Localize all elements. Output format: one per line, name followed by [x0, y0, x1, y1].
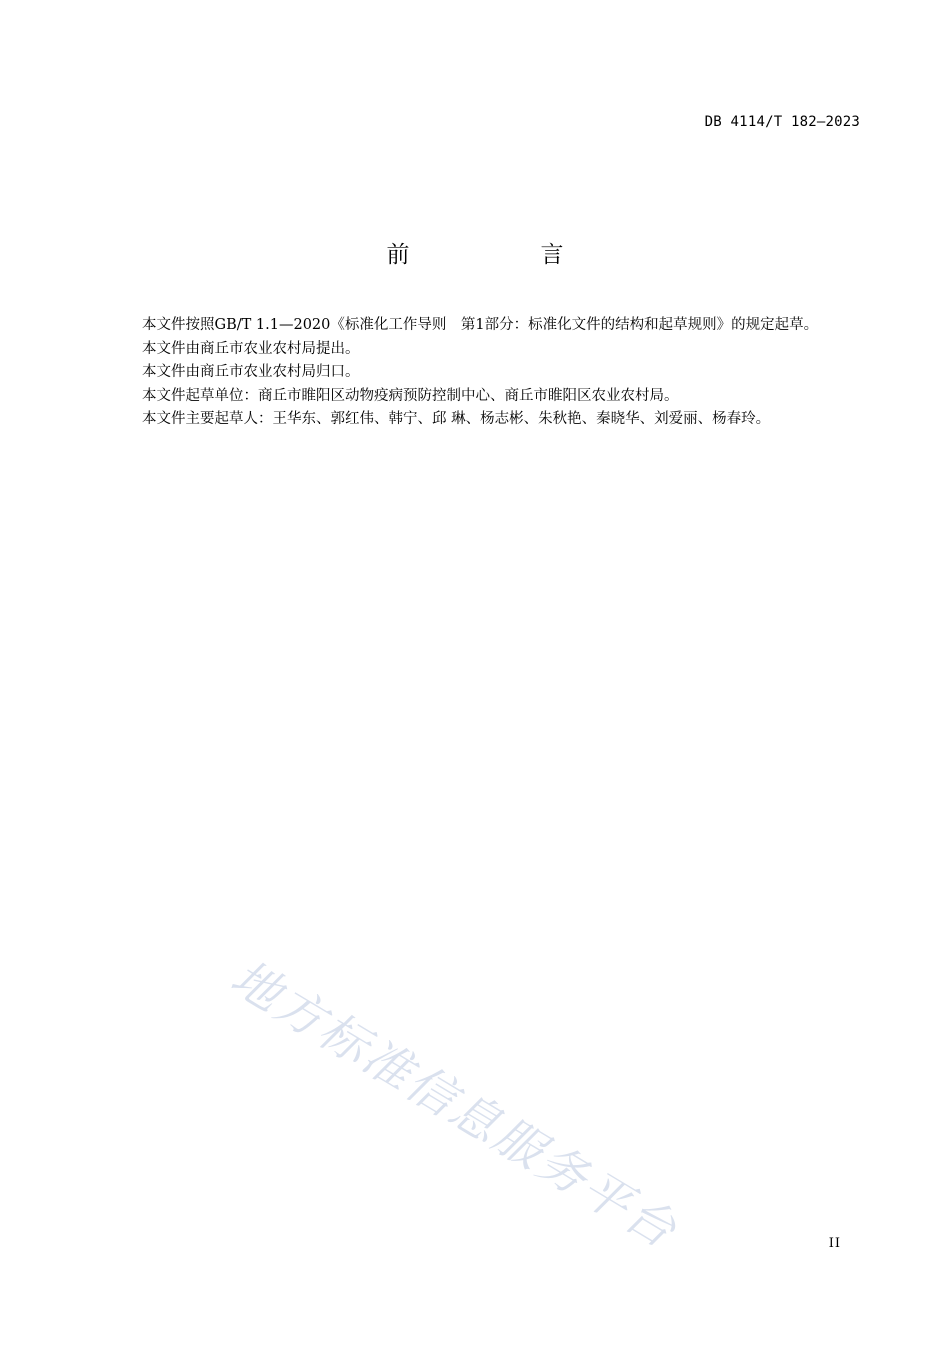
- foreword-body: [113, 314, 861, 432]
- page-number: II: [828, 1236, 841, 1251]
- paragraph-proposer: 本文件由商丘市农业农村局提出。: [142, 340, 360, 357]
- watermark: 地方标准信息服务平台: [221, 949, 688, 1261]
- paragraph-drafting-basis: 本文件按照GB/T 1.1—2020《标准化工作导则 第1部分：标准化文件的结构和起草规则》的规定起草。: [142, 317, 819, 333]
- paragraph-administrator: 本文件由商丘市农业农村局归口。: [142, 364, 360, 380]
- paragraph-drafters: 本文件主要起草人：王华东、郭红伟、韩宁、邱 琳、杨志彬、朱秋艳、秦晓华、刘爱丽、杨春玲。: [142, 411, 771, 427]
- page-title: 前 言: [386, 242, 618, 268]
- paragraph-drafting-units: 本文件起草单位：商丘市睢阳区动物疫病预防控制中心、商丘市睢阳区农业农村局。: [142, 387, 679, 404]
- document-code: DB 4114/T 182—2023: [704, 114, 860, 130]
